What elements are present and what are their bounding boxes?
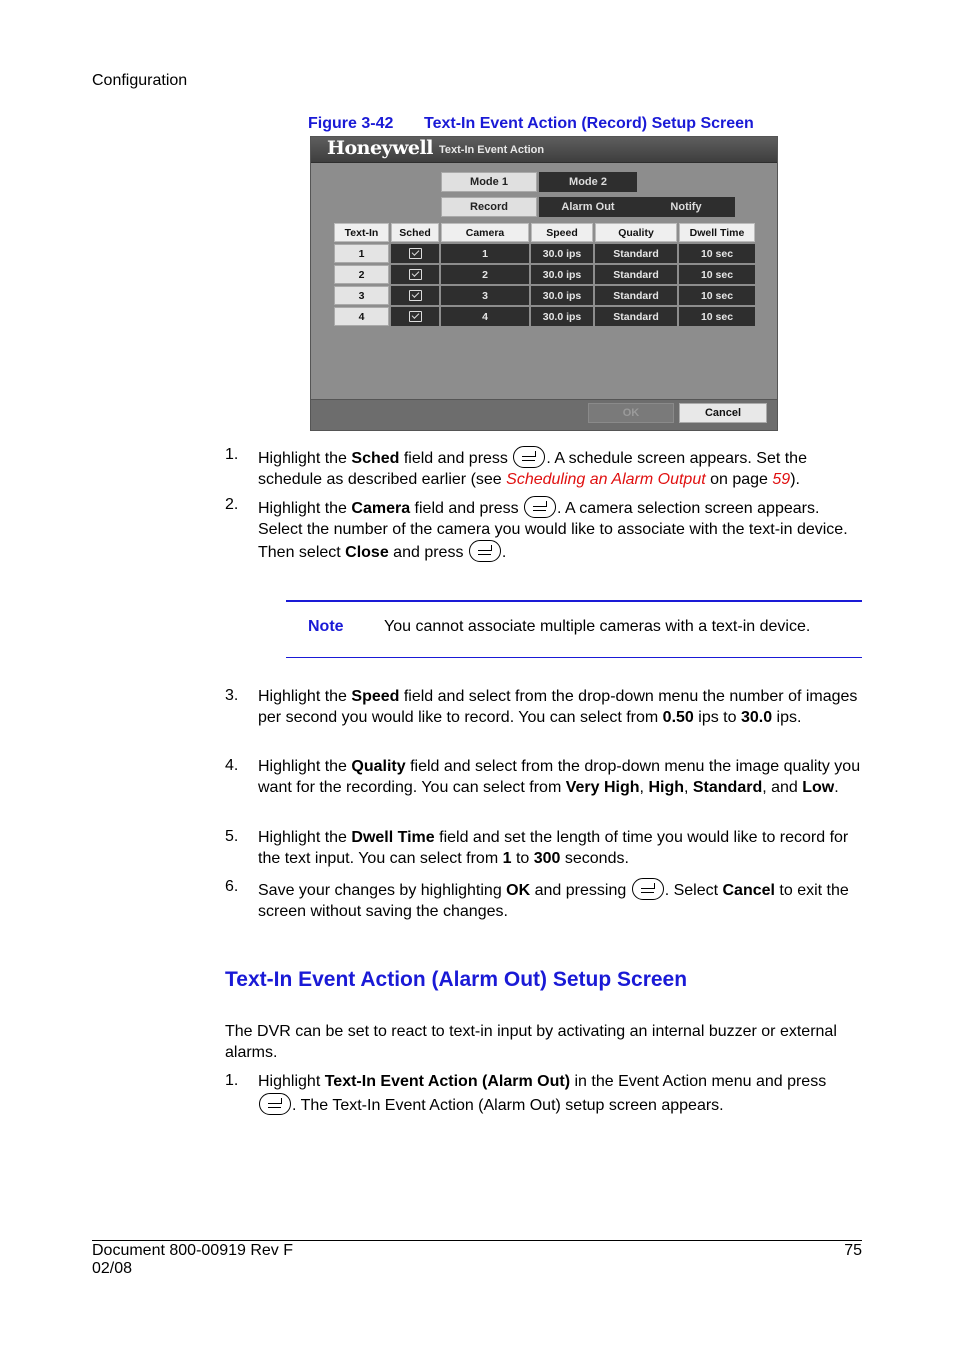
row-3-quality[interactable]: Standard [595,286,677,305]
tab-mode-1[interactable]: Mode 1 [441,172,537,192]
column-header-speed: Speed [531,223,593,242]
bold-term: Dwell Time [351,829,435,846]
text: , [683,778,693,796]
text: . Select [664,882,723,899]
row-1-dwell-time[interactable]: 10 sec [679,244,755,263]
section-step-1-text [258,1072,862,1116]
row-4-sched[interactable] [391,307,439,326]
dvr-title-bar [311,137,777,163]
row-2-quality[interactable]: Standard [595,265,677,284]
text: Highlight the [258,500,352,517]
row-2-text-in[interactable]: 2 [334,265,389,284]
step-number: 4. [225,757,239,774]
column-header-dwell-time: Dwell Time [679,223,755,242]
text: Highlight [258,1073,325,1090]
enter-button-icon [524,496,556,518]
figure-caption [308,115,754,133]
bold-term: Text-In Event Action (Alarm Out) [324,1073,571,1090]
row-2-speed[interactable]: 30.0 ips [531,265,593,284]
document-date: 02/08 [92,1260,133,1277]
running-head: Configuration [92,72,188,89]
text: Save your changes by highlighting [258,882,507,899]
bold-term: Camera [351,500,411,517]
tab-alarm-out[interactable]: Alarm Out [539,197,637,217]
footer-document-info [92,1242,293,1278]
step-number: 5. [225,828,239,845]
figure-number: Figure 3-42 [308,115,394,132]
row-1-sched[interactable] [391,244,439,263]
tab-record[interactable]: Record [441,197,537,217]
text: and press [388,544,468,561]
text: seconds. [560,849,629,867]
column-header-sched: Sched [391,223,439,242]
text: . A camera selection screen appears. Select the number of the camera you would like to associate with the text-in device. Then select [258,500,848,561]
bold-term: Very High [565,778,640,796]
checkbox-icon [409,248,422,259]
page-reference-link[interactable]: 59 [772,470,791,488]
checkbox-icon [409,311,422,322]
note-bottom-rule [286,657,862,658]
text: field and press [399,450,513,467]
row-1-speed[interactable]: 30.0 ips [531,244,593,263]
page-number: 75 [844,1242,862,1259]
cross-reference-link[interactable]: Scheduling an Alarm Output [506,470,706,488]
tab-notify[interactable]: Notify [637,197,735,217]
bold-term: 30.0 [740,708,773,726]
text: Highlight the [258,688,352,705]
text: , [639,778,649,796]
section-intro: The DVR can be set to react to text-in input by activating an internal buzzer or external alarms. [225,1023,837,1061]
text: on page [705,470,773,488]
bold-term: Close [345,544,389,561]
note-label: Note [308,618,344,635]
row-3-dwell-time[interactable]: 10 sec [679,286,755,305]
row-4-dwell-time[interactable]: 10 sec [679,307,755,326]
checkbox-icon [409,290,422,301]
tab-mode-2[interactable]: Mode 2 [539,172,637,192]
section-heading: Text-In Event Action (Alarm Out) Setup Screen [225,968,688,991]
column-header-camera: Camera [441,223,529,242]
note-top-rule [286,600,862,602]
row-1-quality[interactable]: Standard [595,244,677,263]
step-number: 2. [225,496,239,513]
document-number: Document 800-00919 Rev F [92,1242,293,1259]
text: field and press [410,500,524,517]
text: to [511,849,534,867]
bold-term: Cancel [722,882,775,899]
row-3-sched[interactable] [391,286,439,305]
dvr-setup-screen [310,136,778,431]
enter-button-icon [513,446,545,468]
step-6-text [258,878,862,922]
bold-term: High [648,778,684,796]
bold-term: 1 [502,849,512,867]
step-5-text [258,828,862,869]
bold-term: Standard [692,778,763,796]
text: to exit the screen without saving the changes. [258,882,849,920]
text: Highlight the [258,758,352,775]
step-3-text [258,687,862,728]
row-4-speed[interactable]: 30.0 ips [531,307,593,326]
row-3-text-in[interactable]: 3 [334,286,389,305]
bold-term: Quality [351,758,406,775]
bold-term: Speed [351,688,400,705]
step-number: 1. [225,1072,239,1089]
bold-term: Sched [351,450,400,467]
step-number: 6. [225,878,239,895]
text: . The Text-In Event Action (Alarm Out) setup screen appears. [292,1096,724,1114]
enter-button-icon [632,878,664,900]
step-2-text [258,496,862,564]
column-header-text-in: Text-In [334,223,389,242]
text: ips. [772,708,802,726]
row-2-camera[interactable]: 2 [441,265,529,284]
step-1-text [258,446,862,490]
row-1-text-in[interactable]: 1 [334,244,389,263]
enter-button-icon [259,1093,291,1115]
text: Highlight the [258,829,352,846]
bold-term: 300 [533,849,561,867]
text: . A schedule screen appears. Set the schedule as described earlier (see [258,450,807,488]
step-number: 1. [225,446,239,463]
dvr-screen-title: Text-In Event Action [439,144,545,156]
enter-button-icon [469,540,501,562]
honeywell-logo: Honeywell [327,137,433,159]
row-2-sched[interactable] [391,265,439,284]
checkbox-icon [409,269,422,280]
ok-button[interactable]: OK [588,403,674,423]
text: Highlight the [258,450,352,467]
column-header-quality: Quality [595,223,677,242]
text: field and select from the drop-down menu the number of images per second you would like to record. You can select from [258,688,858,726]
row-1-camera[interactable]: 1 [441,244,529,263]
text: in the Event Action menu and press [570,1073,827,1090]
bold-term: Low [802,778,835,796]
bold-term: OK [506,882,531,899]
row-4-camera[interactable]: 4 [441,307,529,326]
row-4-quality[interactable]: Standard [595,307,677,326]
row-4-text-in[interactable]: 4 [334,307,389,326]
cancel-button[interactable]: Cancel [679,403,767,423]
text: . [501,544,507,561]
row-3-speed[interactable]: 30.0 ips [531,286,593,305]
note-text: You cannot associate multiple cameras with a text-in device. [384,618,811,635]
text: . [834,778,839,796]
text: ). [790,470,800,488]
step-4-text [258,757,862,798]
text: , and [762,778,803,796]
text: field and select from the drop-down menu the image quality you want for the recording. You can select from [258,758,861,796]
step-number: 3. [225,687,239,704]
text: and pressing [530,882,631,899]
row-2-dwell-time[interactable]: 10 sec [679,265,755,284]
text: field and set the length of time you would like to record for the text input. You can select from [258,829,849,867]
row-3-camera[interactable]: 3 [441,286,529,305]
text: ips to [693,708,741,726]
figure-title: Text-In Event Action (Record) Setup Screen [424,115,754,132]
footer-rule [92,1240,862,1241]
bold-term: 0.50 [662,708,694,726]
